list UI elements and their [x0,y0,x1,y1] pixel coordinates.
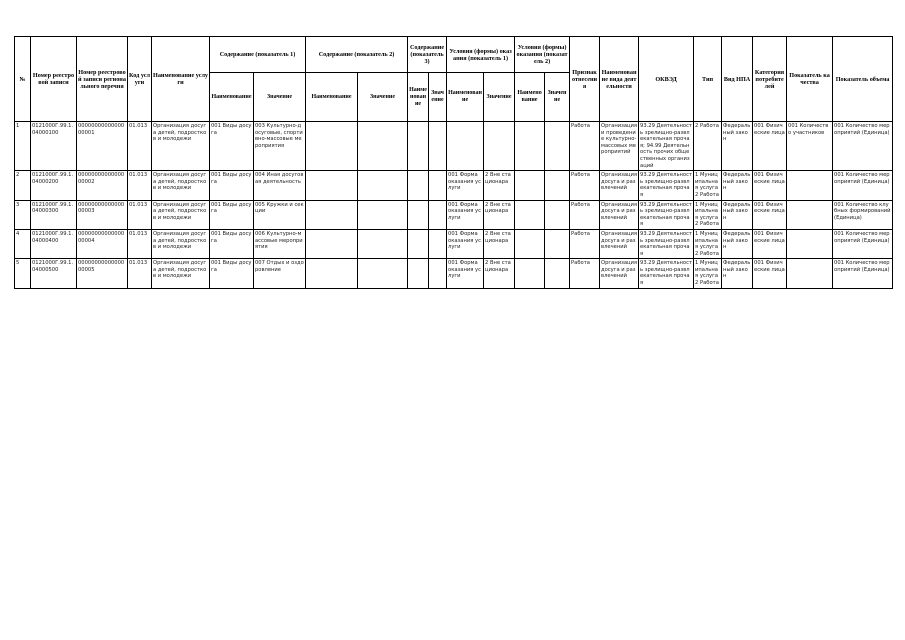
cell-quality [787,229,833,258]
cell-volume: 001 Количество мероприятий (Единица) [833,229,893,258]
header-sign: Признак отнесения [570,37,600,122]
cell-num: 3 [15,200,31,229]
cell-quality [787,259,833,288]
cell-cond1-value: 2 Вне стационара [484,229,515,258]
table-row [15,200,893,229]
cell-content1-name: 001 Виды досуга [210,259,254,288]
cell-cond1-name: 001 Форма оказания услуги [447,200,484,229]
cell-content2-value [358,122,408,171]
cell-type: 1 Муниципальная услуга 2 Работа [694,259,722,288]
header-f1-value: Значение [484,73,515,122]
cell-service-code: 01.013 [128,122,152,171]
cell-quality: 001 Количество участников [787,122,833,171]
cell-cond2-name [515,200,545,229]
header-c3-value: Значение [429,73,447,122]
cell-reg-number-regional: 0000000000000000003 [77,200,128,229]
table-row [15,229,893,258]
header-volume: Показатель объема [833,37,893,122]
header-c2-name: Наименование [306,73,358,122]
cell-content3-name [408,171,429,200]
cell-activity-name: Организация досуга и развлечений [600,229,639,258]
cell-content2-name [306,229,358,258]
cell-npa: Федеральный закон [722,259,753,288]
header-c1-name: Наименование [210,73,254,122]
cell-okved: 93.29 Деятельность зрелищно-развлекательная прочая; 94.99 Деятельность прочих общественных организаций [639,122,694,171]
cell-content1-value: 005 Кружки и секции [254,200,306,229]
cell-activity-name: Организация и проведение культурно-массовых мероприятий [600,122,639,171]
header-service-name: Наименование услуги [152,37,210,122]
header-c3-name: Наименование [408,73,429,122]
cell-reg-number-regional: 0000000000000000004 [77,229,128,258]
cell-npa: Федеральный закон [722,122,753,171]
cell-content1-value: 003 Культурно-досуговые, спортивно-массовые мероприятия [254,122,306,171]
cell-cond1-value: 2 Вне стационара [484,200,515,229]
table-row [15,171,893,200]
cell-okved: 93.29 Деятельность зрелищно-развлекательная прочая [639,171,694,200]
cell-sign: Работа [570,200,600,229]
header-f1-name: Наименование [447,73,484,122]
cell-content2-name [306,259,358,288]
cell-service-code: 01.013 [128,229,152,258]
cell-content3-value [429,171,447,200]
cell-sign: Работа [570,171,600,200]
cell-cond2-name [515,229,545,258]
header-okved: ОКВЭД [639,37,694,122]
cell-category: 001 Физические лица [753,259,787,288]
header-conditions-2: Условия (формы) оказания (показатель 2) [515,37,570,73]
header-content-2: Содержание (показатель 2) [306,37,408,73]
cell-reg-number: 0121000Г.99.1.04000400 [31,229,77,258]
cell-volume: 001 Количество мероприятий (Единица) [833,259,893,288]
cell-volume: 001 Количество мероприятий (Единица) [833,122,893,171]
cell-content1-value: 007 Отдых и оздоровление [254,259,306,288]
cell-content1-value: 006 Культурно-массовые мероприятия [254,229,306,258]
table-row [15,122,893,171]
cell-content2-value [358,200,408,229]
header-conditions-1: Условия (формы) оказания (показатель 1) [447,37,515,73]
cell-reg-number-regional: 0000000000000000001 [77,122,128,171]
cell-okved: 93.29 Деятельность зрелищно-развлекательная прочая [639,200,694,229]
table-body [15,122,893,289]
cell-num: 4 [15,229,31,258]
cell-content3-value [429,259,447,288]
cell-cond1-name: 001 Форма оказания услуги [447,229,484,258]
cell-content1-name: 001 Виды досуга [210,171,254,200]
cell-service-code: 01.013 [128,259,152,288]
cell-category: 001 Физические лица [753,122,787,171]
cell-type: 1 Муниципальная услуга 2 Работа [694,171,722,200]
table-row [15,259,893,288]
cell-service-code: 01.013 [128,171,152,200]
cell-npa: Федеральный закон [722,171,753,200]
cell-content3-name [408,259,429,288]
header-num: № [15,37,31,122]
cell-content2-name [306,171,358,200]
header-activity-name: Наименование вида деятельности [600,37,639,122]
cell-cond2-name [515,259,545,288]
cell-cond2-value [545,200,570,229]
cell-content3-value [429,229,447,258]
cell-cond2-name [515,122,545,171]
cell-service-name: Организация досуга детей, подростков и молодежи [152,122,210,171]
header-content-1: Содержание (показатель 1) [210,37,306,73]
header-npa: Вид НПА [722,37,753,122]
cell-num: 5 [15,259,31,288]
cell-type: 1 Муниципальная услуга 2 Работа [694,229,722,258]
cell-type: 2 Работа [694,122,722,171]
cell-reg-number: 0121000Г.99.1.04000100 [31,122,77,171]
cell-sign: Работа [570,229,600,258]
cell-content2-value [358,259,408,288]
cell-reg-number: 0121000Г.99.1.04000300 [31,200,77,229]
cell-activity-name: Организация досуга и развлечений [600,200,639,229]
cell-content2-name [306,200,358,229]
cell-category: 001 Физические лица [753,229,787,258]
cell-content1-name: 001 Виды досуга [210,229,254,258]
cell-type: 1 Муниципальная услуга 2 Работа [694,200,722,229]
cell-okved: 93.29 Деятельность зрелищно-развлекательная прочая [639,229,694,258]
header-quality: Показатель качества [787,37,833,122]
cell-service-name: Организация досуга детей, подростков и молодежи [152,229,210,258]
cell-service-name: Организация досуга детей, подростков и молодежи [152,200,210,229]
cell-service-code: 01.013 [128,200,152,229]
cell-okved: 93.29 Деятельность зрелищно-развлекательная прочая [639,259,694,288]
cell-content3-value [429,200,447,229]
header-c2-value: Значение [358,73,408,122]
header-reg-number: Номер реестровой записи [31,37,77,122]
header-f2-value: Значение [545,73,570,122]
cell-cond2-value [545,171,570,200]
cell-content1-value: 004 Иная досуговая деятельность [254,171,306,200]
header-reg-number-regional: Номер реестровой записи регионального перечня [77,37,128,122]
cell-content2-value [358,171,408,200]
cell-sign: Работа [570,259,600,288]
cell-content2-name [306,122,358,171]
registry-table [14,36,893,289]
cell-num: 1 [15,122,31,171]
cell-reg-number: 0121000Г.99.1.04000500 [31,259,77,288]
header-type: Тип [694,37,722,122]
cell-cond2-value [545,259,570,288]
cell-content1-name: 001 Виды досуга [210,122,254,171]
header-content-3: Содержание (показатель 3) [408,37,447,73]
cell-reg-number-regional: 0000000000000000002 [77,171,128,200]
header-category: Категория потребителей [753,37,787,122]
cell-num: 2 [15,171,31,200]
cell-reg-number-regional: 0000000000000000005 [77,259,128,288]
cell-cond2-value [545,229,570,258]
cell-service-name: Организация досуга детей, подростков и молодежи [152,259,210,288]
cell-content3-name [408,200,429,229]
cell-cond2-name [515,171,545,200]
cell-activity-name: Организация досуга и развлечений [600,259,639,288]
cell-category: 001 Физические лица [753,200,787,229]
cell-service-name: Организация досуга детей, подростков и молодежи [152,171,210,200]
cell-npa: Федеральный закон [722,200,753,229]
cell-cond1-value: 2 Вне стационара [484,171,515,200]
cell-quality [787,200,833,229]
cell-volume: 001 Количество клубных формирований (Единица) [833,200,893,229]
header-service-code: Код услуги [128,37,152,122]
cell-content2-value [358,229,408,258]
cell-cond1-value: 2 Вне стационара [484,259,515,288]
cell-reg-number: 0121000Г.99.1.04000200 [31,171,77,200]
cell-quality [787,171,833,200]
header-f2-name: Наименование [515,73,545,122]
cell-npa: Федеральный закон [722,229,753,258]
cell-activity-name: Организация досуга и развлечений [600,171,639,200]
cell-content1-name: 001 Виды досуга [210,200,254,229]
cell-volume: 001 Количество мероприятий (Единица) [833,171,893,200]
cell-cond1-value [484,122,515,171]
cell-cond1-name: 001 Форма оказания услуги [447,259,484,288]
cell-cond1-name [447,122,484,171]
cell-content3-name [408,122,429,171]
cell-cond1-name: 001 Форма оказания услуги [447,171,484,200]
cell-sign: Работа [570,122,600,171]
header-c1-value: Значение [254,73,306,122]
cell-content3-value [429,122,447,171]
cell-category: 001 Физические лица [753,171,787,200]
registry-sheet [14,36,892,289]
cell-cond2-value [545,122,570,171]
cell-content3-name [408,229,429,258]
